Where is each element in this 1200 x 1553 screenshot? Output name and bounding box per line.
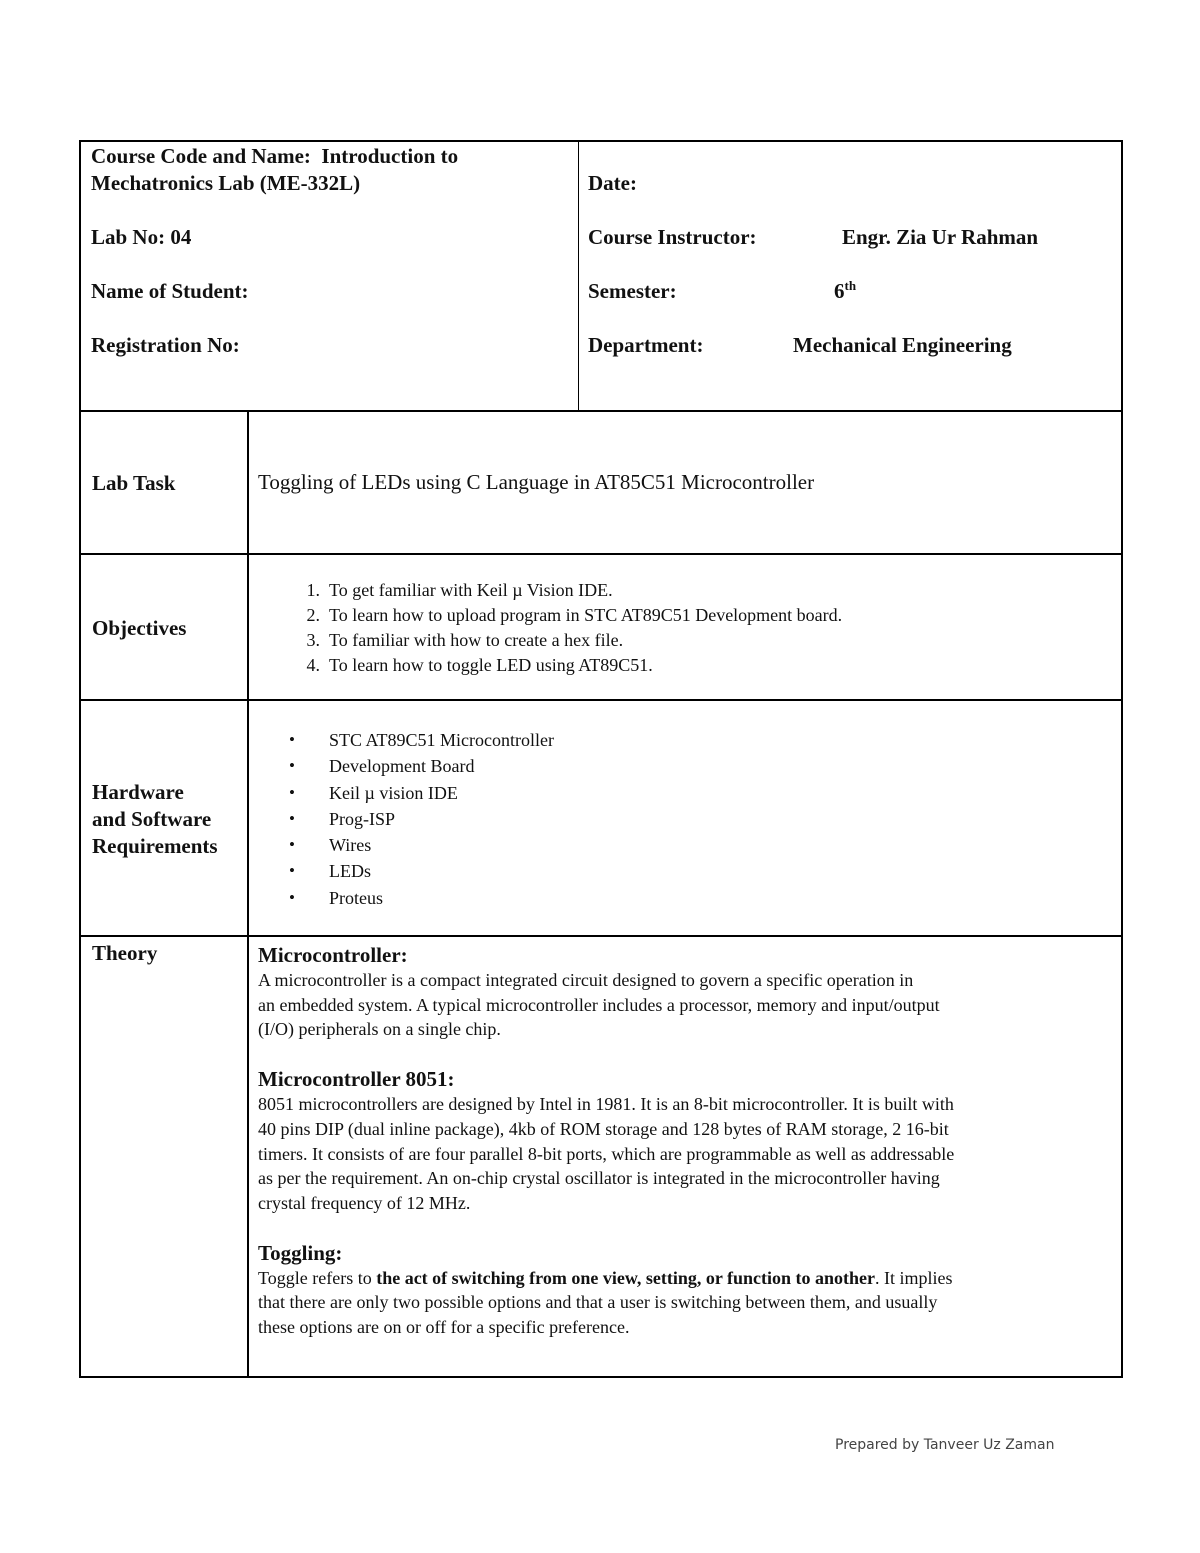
footer-credit: Prepared by Tanveer Uz Zaman [835,1437,1055,1453]
department-value: Mechanical Engineering [793,333,1012,357]
theory-section-microcontroller [258,942,1108,1042]
list-item: • Prog-ISP [329,806,554,832]
semester-suffix: th [844,278,857,293]
requirements-list [329,727,554,911]
header-box [79,140,1123,412]
theory-section-8051 [258,1066,1108,1216]
paragraph-line: an embedded system. A typical microcontroller includes a processor, memory and input/output [258,994,940,1015]
emphasis-text: the act of switching from one view, setting, or function to another [376,1267,875,1288]
paragraph-line: 40 pins DIP (dual inline package), 4kb of ROM storage and 128 bytes of RAM storage, 2 16-bit [258,1118,949,1139]
paragraph-line: timers. It consists of are four parallel 8-bit ports, which are programmable as well as addressable [258,1143,955,1164]
instructor-value: Engr. Zia Ur Rahman [842,225,1039,249]
semester-label: Semester: [588,279,677,303]
section-heading: Toggling: [258,1240,343,1265]
lab-table [79,410,1123,1378]
paragraph-line: as per the requirement. An on-chip crystal oscillator is integrated in the microcontroller having [258,1168,940,1189]
lab-no: Lab No: 04 [91,225,192,249]
list-item: • Keil µ vision IDE [329,780,554,806]
course-name [91,143,458,197]
paragraph-line: 8051 microcontrollers are designed by Intel in 1981. It is an 8-bit microcontroller. It is built with [258,1094,954,1115]
course-name-line2: Mechatronics Lab (ME-332L) [91,171,361,195]
list-item: 1. To get familiar with Keil µ Vision IDE. [306,580,613,600]
paragraph-line: crystal frequency of 12 MHz. [258,1192,471,1213]
lab-task-value: Toggling of LEDs using C Language in AT85C51 Microcontroller [258,470,815,494]
course-name-line1: Introduction to [321,144,459,168]
course-label: Course Code and Name: [91,144,311,168]
instructor-label: Course Instructor: [588,225,757,249]
theory-content [258,942,1108,1364]
requirements-label: Hardware and Software Requirements [92,780,218,858]
paragraph-line: Toggle refers to the act of switching from one view, setting, or function to another. It implies [258,1267,953,1288]
theory-label: Theory [92,941,158,965]
list-item: • Wires [329,832,554,858]
section-heading: Microcontroller 8051: [258,1067,455,1092]
section-heading: Microcontroller: [258,943,408,967]
list-item: • STC AT89C51 Microcontroller [329,727,554,753]
date-label: Date: [588,171,637,195]
list-item: 4. To learn how to toggle LED using AT89C51. [306,655,653,675]
header-divider [578,142,579,410]
lab-task-label: Lab Task [92,471,176,495]
list-item: 2. To learn how to upload program in STC AT89C51 Development board. [306,605,843,625]
list-item: 3. To familiar with how to create a hex file. [306,630,624,650]
objectives-list [306,578,843,678]
department-label: Department: [588,333,704,357]
list-item: • LEDs [329,858,554,884]
semester-number: 6 [834,279,845,303]
row-divider [81,553,1121,555]
list-item: • Development Board [329,753,554,779]
paragraph-line: A microcontroller is a compact integrated circuit designed to govern a specific operation in [258,970,914,990]
semester-value [834,279,856,304]
student-name-label: Name of Student: [91,279,249,303]
objectives-label: Objectives [92,616,187,640]
registration-label: Registration No: [91,333,240,357]
paragraph-line: that there are only two possible options and that a user is switching between them, and usually [258,1292,938,1313]
theory-section-toggling [258,1240,1108,1340]
paragraph-line: these options are on or off for a specific preference. [258,1317,630,1338]
paragraph-line: (I/O) peripherals on a single chip. [258,1019,501,1040]
row-divider [81,935,1121,937]
list-item: • Proteus [329,885,554,911]
row-divider [81,699,1121,701]
